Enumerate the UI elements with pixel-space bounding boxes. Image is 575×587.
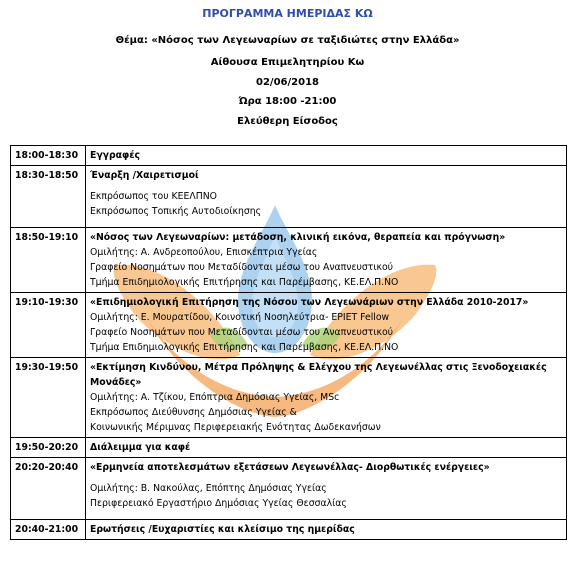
time-cell: 20:40-21:00 [11,520,86,540]
session-cell [86,358,567,438]
speaker-line: Τμήμα Επιδημιολογικής Επιτήρησης και Παρέμβασης, ΚΕ.ΕΛ.Π.ΝΟ [90,342,399,353]
time-line: Ώρα 18:00 -21:00 [238,96,337,107]
session-cell [86,438,567,458]
entry-line: Ελεύθερη Είσοδος [237,116,338,127]
speaker-line: Περιφερειακό Εργαστήριο Δημόσιας Υγείας Θεσσαλίας [90,498,347,509]
time-cell: 18:00-18:30 [11,146,86,166]
session-title: «Εκτίμηση Κινδύνου, Μέτρα Πρόληψης & Ελέγχου της Λεγεωνέλλας στις Ξενοδοχειακές Μονάδες» [90,362,547,388]
speaker-line: Γραφείο Νοσημάτων που Μεταδίδονται μέσω του Αναπνευστικού [90,262,394,273]
session-title: Ερωτήσεις /Ευχαριστίες και κλείσιμο της ημερίδας [90,524,355,535]
session-cell [86,520,567,540]
time-cell: 19:10-19:30 [11,293,86,358]
venue-line: Αίθουσα Επιμελητηρίου Κω [210,57,365,68]
session-cell [86,228,567,293]
time-cell: 19:50-20:20 [11,438,86,458]
date-line: 02/06/2018 [256,77,319,88]
speaker-line: Κοινωνικής Μέριμνας Περιφερειακής Ενότητας Δωδεκανήσων [90,422,381,433]
schedule-table [10,145,567,540]
table-row [11,438,567,458]
table-row [11,228,567,293]
table-row [11,166,567,228]
time-cell: 20:20-20:40 [11,458,86,520]
time-cell: 19:30-19:50 [11,358,86,438]
speaker-line: Τμήμα Επιδημιολογικής Επιτήρησης και Παρέμβασης, ΚΕ.ΕΛ.Π.ΝΟ [90,277,399,288]
speaker-line: Ομιλήτης: Α. Τζίκου, Επόπτρια Δημόσιας Υγείας, MSc [90,392,340,403]
session-title: Έναρξη /Χαιρετισμοί [90,170,199,181]
time-cell: 18:30-18:50 [11,166,86,228]
speaker-line: Ομιλήτης: Ε. Μουρατίδου, Κοινοτική Νοσηλεύτρια- EPIET Fellow [90,312,390,323]
session-title: «Ερμηνεία αποτελεσμάτων εξετάσεων Λεγεωνέλλας- Διορθωτικές ενέργειες» [90,462,490,473]
session-cell [86,166,567,228]
speaker-line: Εκπρόσωπος Τοπικής Αυτοδιοίκησης [90,206,262,217]
table-row [11,146,567,166]
session-cell [86,293,567,358]
speaker-line: Ομιλήτης: Β. Νακούλας, Επόπτης Δημόσιας Υγείας [90,483,327,494]
time-cell: 18:50-19:10 [11,228,86,293]
session-title: Εγγραφές [90,150,141,161]
session-title: «Νόσος των Λεγεωναρίων: μετάδοση, κλινική εικόνα, θεραπεία και πρόγνωση» [90,232,506,243]
speaker-line: Ομιλήτης: Α. Ανδρεοπούλου, Επισκέπτρια Υγείας [90,247,318,258]
session-title: «Επιδημιολογική Επιτήρηση της Νόσου των Λεγεωνάριων στην Ελλάδα 2010-2017» [90,297,529,308]
speaker-line: Εκπρόσωπος Διεύθυνσης Δημόσιας Υγείας & [90,407,297,418]
session-cell [86,458,567,520]
table-row [11,358,567,438]
session-cell [86,146,567,166]
program-title: ΠΡΟΓΡΑΜΜΑ ΗΜΕΡΙΔΑΣ ΚΩ [202,7,373,20]
table-row [11,520,567,540]
session-title: Διάλειμμα για καφέ [90,442,191,453]
table-row [11,458,567,520]
speaker-line: Εκπρόσωπος του ΚΕΕΛΠΝΟ [90,191,218,202]
speaker-line: Γραφείο Νοσημάτων που Μεταδίδονται μέσω του Αναπνευστικού [90,327,394,338]
theme-line: Θέμα: «Νόσος των Λεγεωναρίων σε ταξιδιώτες στην Ελλάδα» [115,35,460,46]
table-row [11,293,567,358]
